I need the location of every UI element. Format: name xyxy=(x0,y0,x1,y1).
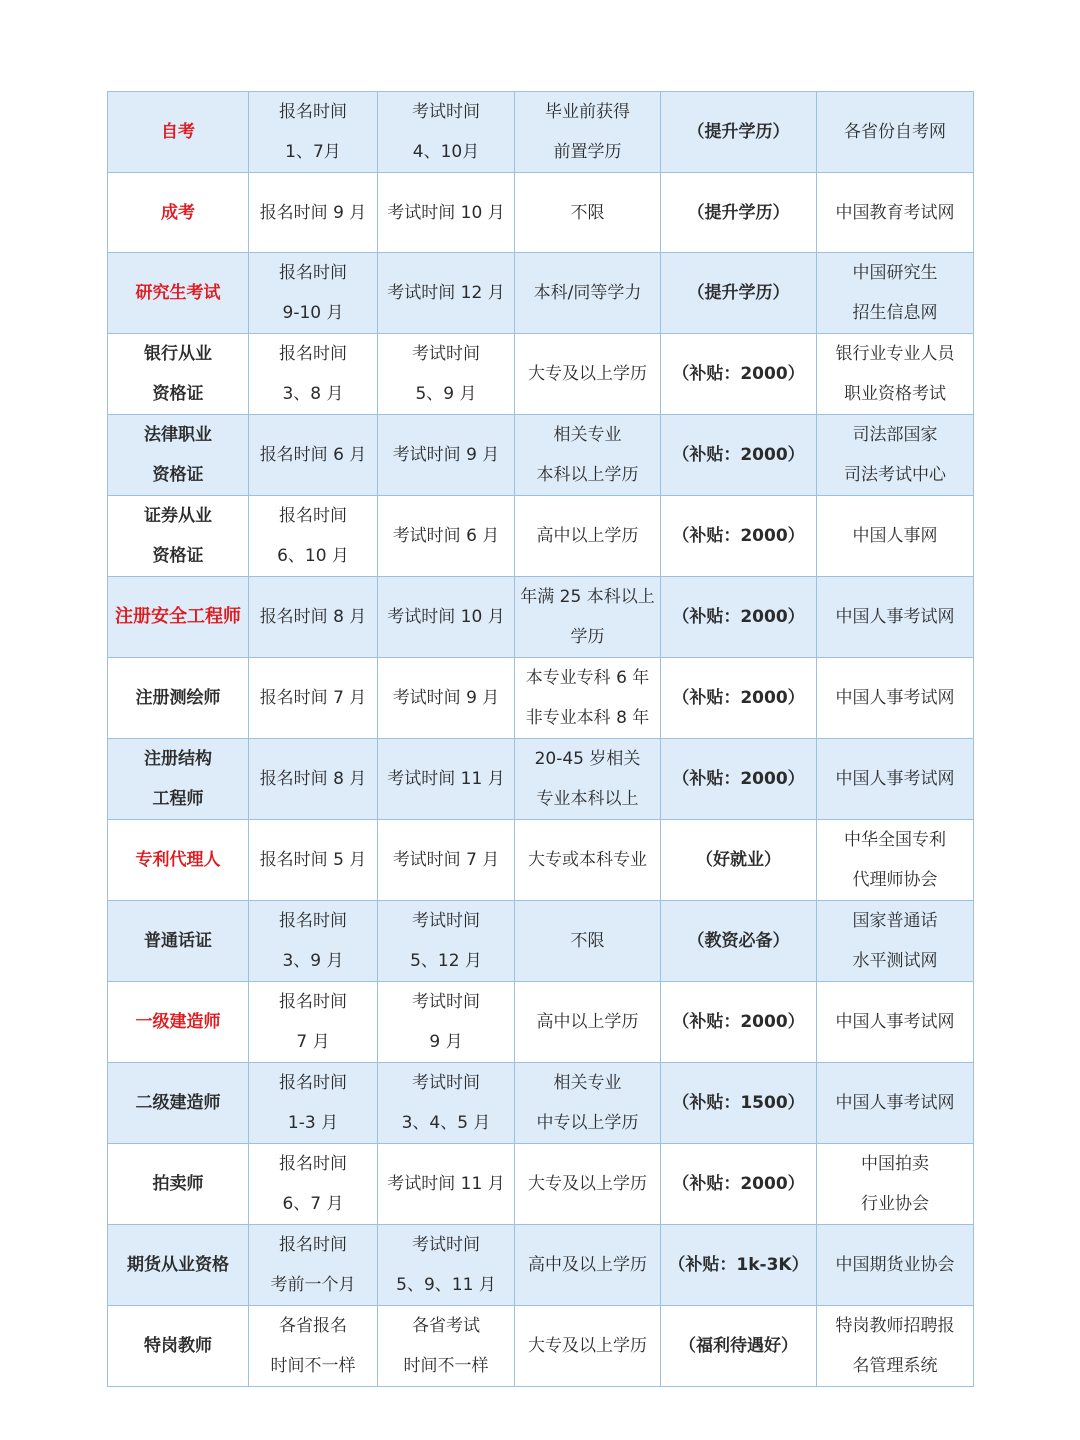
registration-time-text: 报名时间 8 月 xyxy=(259,769,367,789)
exam-time-text: 考试时间 6 月 xyxy=(392,526,500,546)
benefit-note-text: （补贴：2000） xyxy=(672,364,805,384)
registration-time-text: 6、10 月 xyxy=(277,546,349,566)
requirement-cell xyxy=(515,820,661,901)
exam-name-cell xyxy=(108,658,249,739)
requirement-cell xyxy=(515,415,661,496)
exam-time-text: 考试时间 10 月 xyxy=(387,202,505,223)
requirement-text: 大专及以上学历 xyxy=(528,364,647,384)
registration-time-text: 报名时间 xyxy=(279,1073,347,1093)
official-site-cell xyxy=(817,496,974,577)
registration-time-cell xyxy=(249,739,378,820)
official-site-text: 中国期货业协会 xyxy=(835,1255,955,1275)
exam-name-cell xyxy=(108,577,249,658)
exam-time-text: 考试时间 11 月 xyxy=(387,1174,505,1194)
table-row xyxy=(108,820,974,901)
official-site-cell xyxy=(817,658,974,739)
benefit-note-cell xyxy=(661,253,817,334)
official-site-text: 职业资格考试 xyxy=(844,384,946,404)
exam-name-text: 二级建造师 xyxy=(135,1093,221,1113)
requirement-text: 毕业前获得 xyxy=(545,102,630,122)
official-site-text: 中国人事考试网 xyxy=(835,1012,955,1032)
registration-time-text: 7 月 xyxy=(296,1032,330,1052)
exam-time-text: 3、4、5 月 xyxy=(401,1113,491,1133)
benefit-note-text: （补贴：1k-3K） xyxy=(668,1255,809,1275)
benefit-note-cell xyxy=(661,334,817,415)
benefit-note-text: （福利待遇好） xyxy=(679,1336,798,1356)
exam-time-cell xyxy=(378,92,515,173)
exam-name-cell xyxy=(108,173,249,253)
official-site-text: 行业协会 xyxy=(861,1194,929,1214)
table-row xyxy=(108,334,974,415)
official-site-text: 中国拍卖 xyxy=(861,1154,929,1174)
requirement-text: 相关专业 xyxy=(553,425,622,445)
exam-name-text: 专利代理人 xyxy=(135,850,221,870)
benefit-note-cell xyxy=(661,415,817,496)
table-body xyxy=(108,92,974,1387)
benefit-note-text: （教资必备） xyxy=(687,931,790,951)
exam-time-text: 考试时间 xyxy=(412,344,480,364)
requirement-text: 学历 xyxy=(570,627,605,647)
requirement-cell xyxy=(515,739,661,820)
exam-time-text: 9 月 xyxy=(429,1032,463,1052)
official-site-text: 中国人事考试网 xyxy=(835,688,955,708)
official-site-cell xyxy=(817,92,974,173)
benefit-note-cell xyxy=(661,739,817,820)
exam-time-cell xyxy=(378,982,515,1063)
table-row xyxy=(108,1144,974,1225)
exam-name-cell xyxy=(108,982,249,1063)
benefit-note-cell xyxy=(661,577,817,658)
official-site-text: 中国研究生 xyxy=(852,263,938,283)
exam-name-text: 注册结构 xyxy=(144,749,212,769)
exam-time-text: 考试时间 xyxy=(412,1235,480,1255)
exam-name-text: 期货从业资格 xyxy=(127,1255,229,1275)
official-site-cell xyxy=(817,1144,974,1225)
benefit-note-text: （补贴：2000） xyxy=(672,445,805,465)
exam-time-cell xyxy=(378,577,515,658)
registration-time-text: 报名时间 xyxy=(279,263,347,283)
official-site-cell xyxy=(817,173,974,253)
official-site-cell xyxy=(817,1225,974,1306)
benefit-note-cell xyxy=(661,820,817,901)
requirement-text: 高中及以上学历 xyxy=(528,1255,647,1275)
official-site-text: 代理师协会 xyxy=(852,870,938,890)
exam-name-text: 特岗教师 xyxy=(144,1336,212,1356)
exam-name-cell xyxy=(108,1063,249,1144)
official-site-cell xyxy=(817,253,974,334)
exam-name-text: 成考 xyxy=(161,202,195,223)
official-site-text: 中国人事考试网 xyxy=(835,1093,955,1113)
exam-time-text: 5、9 月 xyxy=(415,384,477,404)
exam-name-text: 注册安全工程师 xyxy=(115,606,241,627)
exam-time-cell xyxy=(378,1225,515,1306)
requirement-cell xyxy=(515,1225,661,1306)
requirement-text: 非专业本科 8 年 xyxy=(525,708,650,728)
benefit-note-text: （补贴：2000） xyxy=(672,688,805,708)
exam-name-cell xyxy=(108,496,249,577)
registration-time-text: 3、8 月 xyxy=(282,384,344,404)
exam-name-text: 研究生考试 xyxy=(135,283,221,303)
benefit-note-cell xyxy=(661,1225,817,1306)
registration-time-text: 考前一个月 xyxy=(270,1275,356,1295)
registration-time-text: 3、9 月 xyxy=(282,951,344,971)
requirement-cell xyxy=(515,496,661,577)
requirement-text: 高中以上学历 xyxy=(536,526,639,546)
exam-time-cell xyxy=(378,496,515,577)
requirement-cell xyxy=(515,1306,661,1387)
requirement-text: 本科以上学历 xyxy=(536,465,639,485)
exam-name-text: 证券从业 xyxy=(144,506,212,526)
requirement-text: 本科/同等学力 xyxy=(533,283,642,303)
requirement-cell xyxy=(515,253,661,334)
exam-time-text: 4、10月 xyxy=(412,142,480,162)
registration-time-cell xyxy=(249,253,378,334)
exam-name-text: 资格证 xyxy=(152,465,204,485)
official-site-cell xyxy=(817,415,974,496)
requirement-text: 大专及以上学历 xyxy=(528,1336,647,1356)
registration-time-cell xyxy=(249,1063,378,1144)
exam-name-cell xyxy=(108,253,249,334)
registration-time-cell xyxy=(249,982,378,1063)
requirement-cell xyxy=(515,173,661,253)
exam-name-text: 银行从业 xyxy=(144,344,212,364)
exam-name-text: 法律职业 xyxy=(144,425,212,445)
registration-time-text: 报名时间 xyxy=(279,344,347,364)
registration-time-text: 报名时间 xyxy=(279,1235,347,1255)
registration-time-text: 报名时间 xyxy=(279,992,347,1012)
exam-time-text: 考试时间 9 月 xyxy=(392,445,500,465)
benefit-note-cell xyxy=(661,1306,817,1387)
exam-time-text: 各省考试 xyxy=(412,1316,480,1336)
registration-time-cell xyxy=(249,173,378,253)
benefit-note-cell xyxy=(661,92,817,173)
registration-time-cell xyxy=(249,901,378,982)
exam-name-cell xyxy=(108,1225,249,1306)
official-site-cell xyxy=(817,1306,974,1387)
official-site-text: 国家普通话 xyxy=(852,911,938,931)
exam-name-text: 拍卖师 xyxy=(152,1174,204,1194)
official-site-cell xyxy=(817,901,974,982)
exam-name-text: 自考 xyxy=(161,122,195,142)
exam-time-cell xyxy=(378,253,515,334)
benefit-note-text: （补贴：2000） xyxy=(672,607,805,627)
exam-name-cell xyxy=(108,739,249,820)
requirement-text: 不限 xyxy=(570,931,605,951)
exam-time-cell xyxy=(378,901,515,982)
registration-time-text: 报名时间 5 月 xyxy=(259,850,367,870)
benefit-note-text: （补贴：2000） xyxy=(672,769,805,789)
table-row xyxy=(108,92,974,173)
requirement-cell xyxy=(515,1144,661,1225)
registration-time-text: 报名时间 7 月 xyxy=(259,688,367,708)
official-site-text: 水平测试网 xyxy=(852,951,938,971)
table-row xyxy=(108,1306,974,1387)
benefit-note-cell xyxy=(661,1144,817,1225)
requirement-cell xyxy=(515,982,661,1063)
official-site-cell xyxy=(817,1063,974,1144)
exam-time-text: 考试时间 xyxy=(412,1073,480,1093)
exam-name-text: 资格证 xyxy=(152,546,204,566)
exam-time-text: 考试时间 7 月 xyxy=(392,850,500,870)
requirement-cell xyxy=(515,334,661,415)
official-site-text: 名管理系统 xyxy=(852,1356,938,1376)
exam-name-cell xyxy=(108,1306,249,1387)
registration-time-text: 各省报名 xyxy=(279,1316,347,1336)
official-site-text: 中国教育考试网 xyxy=(835,202,955,223)
requirement-text: 年满 25 本科以上 xyxy=(520,587,655,607)
registration-time-text: 报名时间 xyxy=(279,102,347,122)
registration-time-cell xyxy=(249,415,378,496)
registration-time-text: 9-10 月 xyxy=(282,303,344,323)
official-site-text: 招生信息网 xyxy=(852,303,938,323)
benefit-note-cell xyxy=(661,658,817,739)
benefit-note-text: （补贴：2000） xyxy=(672,526,805,546)
exam-time-text: 考试时间 11 月 xyxy=(387,769,505,789)
exam-time-cell xyxy=(378,658,515,739)
exam-time-cell xyxy=(378,415,515,496)
exam-time-text: 考试时间 xyxy=(412,992,480,1012)
exam-name-text: 工程师 xyxy=(152,789,204,809)
registration-time-text: 报名时间 xyxy=(279,911,347,931)
benefit-note-text: （提升学历） xyxy=(687,122,790,142)
official-site-cell xyxy=(817,820,974,901)
registration-time-text: 6、7 月 xyxy=(282,1194,344,1214)
exam-name-cell xyxy=(108,820,249,901)
registration-time-cell xyxy=(249,577,378,658)
requirement-cell xyxy=(515,1063,661,1144)
requirement-text: 不限 xyxy=(570,202,605,223)
requirement-cell xyxy=(515,92,661,173)
official-site-cell xyxy=(817,739,974,820)
benefit-note-text: （好就业） xyxy=(696,850,781,870)
exam-time-text: 考试时间 12 月 xyxy=(387,283,505,303)
requirement-text: 高中以上学历 xyxy=(536,1012,639,1032)
table-row xyxy=(108,415,974,496)
exam-name-cell xyxy=(108,1144,249,1225)
official-site-cell xyxy=(817,577,974,658)
registration-time-cell xyxy=(249,496,378,577)
exam-name-cell xyxy=(108,901,249,982)
benefit-note-text: （补贴：2000） xyxy=(672,1012,805,1032)
requirement-text: 中专以上学历 xyxy=(536,1113,639,1133)
benefit-note-text: （提升学历） xyxy=(687,202,790,223)
benefit-note-cell xyxy=(661,901,817,982)
exam-time-text: 考试时间 9 月 xyxy=(392,688,500,708)
table-row xyxy=(108,1225,974,1306)
table-row xyxy=(108,577,974,658)
requirement-text: 本专业专科 6 年 xyxy=(525,668,650,688)
exam-name-text: 普通话证 xyxy=(144,931,212,951)
benefit-note-cell xyxy=(661,496,817,577)
registration-time-text: 报名时间 xyxy=(279,1154,347,1174)
requirement-text: 相关专业 xyxy=(553,1073,622,1093)
requirement-text: 20-45 岁相关 xyxy=(534,749,641,769)
registration-time-text: 1-3 月 xyxy=(287,1113,339,1133)
exam-time-text: 5、12 月 xyxy=(410,951,482,971)
registration-time-text: 报名时间 8 月 xyxy=(259,607,367,627)
exam-name-text: 注册测绘师 xyxy=(135,688,221,708)
benefit-note-text: （提升学历） xyxy=(687,283,790,303)
official-site-text: 银行业专业人员 xyxy=(835,344,955,364)
official-site-text: 中国人事考试网 xyxy=(835,769,955,789)
requirement-cell xyxy=(515,901,661,982)
exam-time-cell xyxy=(378,1063,515,1144)
exam-time-text: 考试时间 xyxy=(412,911,480,931)
official-site-text: 司法考试中心 xyxy=(844,465,946,485)
exam-time-text: 考试时间 10 月 xyxy=(387,607,505,627)
registration-time-text: 报名时间 xyxy=(279,506,347,526)
exam-time-text: 时间不一样 xyxy=(403,1356,489,1376)
official-site-cell xyxy=(817,334,974,415)
table-row xyxy=(108,173,974,253)
benefit-note-cell xyxy=(661,982,817,1063)
registration-time-cell xyxy=(249,820,378,901)
exam-time-cell xyxy=(378,173,515,253)
registration-time-text: 报名时间 9 月 xyxy=(259,202,367,223)
registration-time-cell xyxy=(249,334,378,415)
registration-time-text: 报名时间 6 月 xyxy=(259,445,367,465)
official-site-text: 中国人事网 xyxy=(852,526,938,546)
exam-time-text: 考试时间 xyxy=(412,102,480,122)
benefit-note-cell xyxy=(661,1063,817,1144)
benefit-note-cell xyxy=(661,173,817,253)
registration-time-cell xyxy=(249,1144,378,1225)
table-row xyxy=(108,982,974,1063)
exam-name-cell xyxy=(108,415,249,496)
exam-info-table xyxy=(107,91,974,1387)
exam-time-cell xyxy=(378,334,515,415)
registration-time-cell xyxy=(249,92,378,173)
registration-time-cell xyxy=(249,1306,378,1387)
benefit-note-text: （补贴：2000） xyxy=(672,1174,805,1194)
exam-name-text: 一级建造师 xyxy=(135,1012,221,1032)
exam-name-cell xyxy=(108,334,249,415)
official-site-text: 中华全国专利 xyxy=(844,830,946,850)
exam-name-cell xyxy=(108,92,249,173)
official-site-text: 特岗教师招聘报 xyxy=(835,1316,955,1336)
exam-time-cell xyxy=(378,1306,515,1387)
exam-time-text: 5、9、11 月 xyxy=(396,1275,496,1295)
official-site-text: 中国人事考试网 xyxy=(835,607,955,627)
registration-time-cell xyxy=(249,658,378,739)
exam-name-text: 资格证 xyxy=(152,384,204,404)
official-site-text: 各省份自考网 xyxy=(844,122,946,142)
official-site-text: 司法部国家 xyxy=(852,425,938,445)
table-row xyxy=(108,496,974,577)
table-row xyxy=(108,901,974,982)
registration-time-text: 时间不一样 xyxy=(270,1356,356,1376)
requirement-text: 大专及以上学历 xyxy=(528,1174,647,1194)
requirement-cell xyxy=(515,577,661,658)
requirement-text: 前置学历 xyxy=(553,142,622,162)
exam-time-cell xyxy=(378,820,515,901)
registration-time-cell xyxy=(249,1225,378,1306)
requirement-text: 大专或本科专业 xyxy=(528,850,647,870)
table-row xyxy=(108,253,974,334)
official-site-cell xyxy=(817,982,974,1063)
table-row xyxy=(108,658,974,739)
requirement-cell xyxy=(515,658,661,739)
table-row xyxy=(108,739,974,820)
requirement-text: 专业本科以上 xyxy=(536,789,639,809)
registration-time-text: 1、7月 xyxy=(285,142,341,162)
exam-time-cell xyxy=(378,1144,515,1225)
table-row xyxy=(108,1063,974,1144)
benefit-note-text: （补贴：1500） xyxy=(672,1093,805,1113)
exam-time-cell xyxy=(378,739,515,820)
